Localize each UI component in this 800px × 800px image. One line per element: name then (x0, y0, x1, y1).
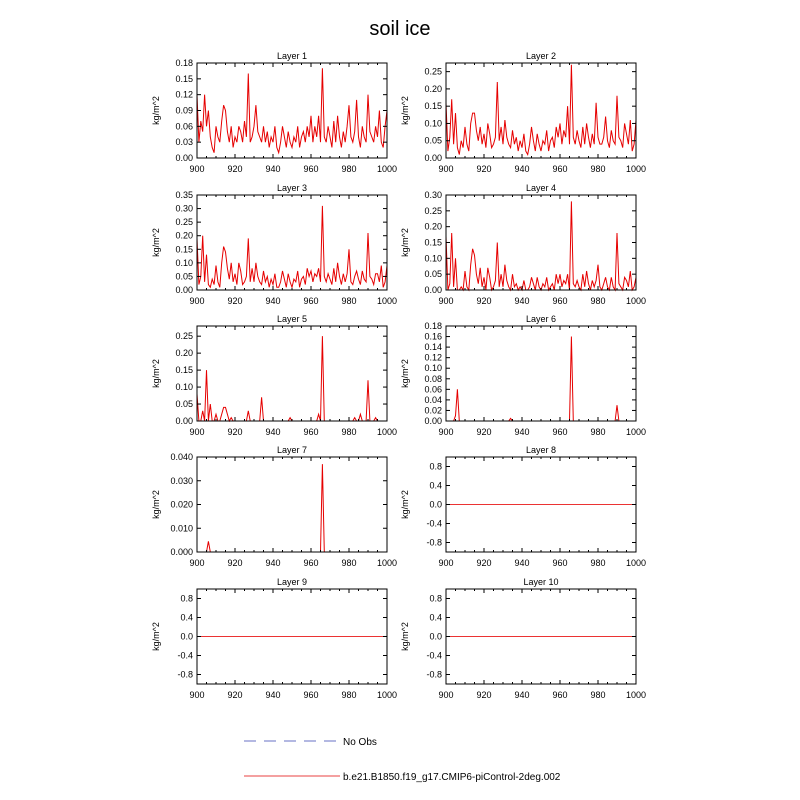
y-tick-label: -0.4 (426, 518, 442, 529)
y-tick-label: 0.030 (170, 475, 193, 486)
legend (244, 737, 561, 783)
x-tick-label: 980 (341, 164, 357, 174)
x-tick-label: 960 (552, 690, 568, 700)
y-tick-label: 0.00 (424, 153, 442, 163)
legend-model-label: b.e21.B1850.f19_g17.CMIP6-piControl-2deg.002 (343, 772, 561, 783)
x-tick-label: 960 (303, 558, 319, 568)
y-tick-label: 0.30 (424, 190, 442, 200)
x-tick-label: 980 (590, 427, 606, 437)
x-tick-label: 900 (438, 296, 454, 306)
x-tick-label: 940 (514, 690, 530, 700)
y-tick-label: 0.15 (424, 101, 442, 112)
y-tick-label: 0.05 (175, 271, 193, 282)
panel-title: Layer 6 (525, 314, 557, 324)
panel-layer-2 (400, 51, 646, 174)
series-line (197, 336, 387, 421)
y-tick-label: 0.15 (424, 237, 442, 248)
panel-title: Layer 9 (276, 577, 308, 587)
series-line (197, 68, 387, 152)
plot-frame (197, 457, 387, 552)
y-tick-label: 0.0 (429, 631, 442, 642)
y-tick-label: 0.08 (424, 373, 442, 384)
x-tick-label: 960 (303, 296, 319, 306)
x-tick-label: 980 (341, 427, 357, 437)
x-tick-label: 900 (438, 427, 454, 437)
series-line (446, 337, 636, 421)
panel-title: Layer 1 (276, 51, 308, 61)
y-axis-label: kg/m^2 (151, 228, 161, 257)
x-tick-label: 900 (438, 558, 454, 568)
x-tick-label: 980 (590, 690, 606, 700)
y-tick-label: 0.020 (170, 499, 193, 510)
y-tick-label: 0.12 (424, 352, 442, 363)
x-tick-label: 960 (552, 164, 568, 174)
x-tick-label: 960 (552, 427, 568, 437)
series-line (446, 201, 636, 290)
y-tick-label: -0.8 (177, 669, 193, 680)
panel-layer-6 (400, 314, 646, 437)
panel-title: Layer 4 (525, 183, 557, 193)
plot-frame (446, 326, 636, 421)
panel-title: Layer 5 (276, 314, 308, 324)
y-tick-label: 0.040 (170, 452, 193, 462)
y-tick-label: -0.4 (426, 650, 442, 661)
x-tick-label: 920 (476, 164, 492, 174)
panel-layer-10 (400, 577, 646, 700)
y-tick-label: 0.25 (175, 331, 193, 342)
panel-layer-4 (400, 183, 646, 306)
y-tick-label: 0.05 (424, 135, 442, 146)
x-tick-label: 920 (476, 296, 492, 306)
y-tick-label: 0.10 (175, 257, 193, 268)
y-tick-label: 0.0 (429, 499, 442, 510)
x-tick-label: 900 (438, 164, 454, 174)
x-tick-label: 940 (265, 164, 281, 174)
y-tick-label: 0.8 (429, 461, 442, 472)
x-tick-label: 900 (189, 164, 205, 174)
series-line (446, 65, 636, 155)
y-tick-label: 0.18 (175, 58, 193, 68)
x-tick-label: 940 (514, 164, 530, 174)
x-tick-label: 960 (303, 690, 319, 700)
y-tick-label: 0.20 (175, 348, 193, 359)
x-tick-label: 960 (303, 427, 319, 437)
x-tick-label: 940 (514, 296, 530, 306)
y-tick-label: 0.0 (180, 631, 193, 642)
x-tick-label: 960 (552, 296, 568, 306)
x-tick-label: 980 (590, 558, 606, 568)
plot-frame (197, 326, 387, 421)
x-tick-label: 1000 (625, 690, 647, 700)
y-tick-label: 0.12 (175, 89, 193, 100)
x-tick-label: 920 (476, 558, 492, 568)
y-tick-label: 0.18 (424, 321, 442, 331)
x-tick-label: 1000 (376, 558, 398, 568)
panel-layer-3 (151, 183, 397, 306)
y-tick-label: 0.35 (175, 190, 193, 200)
panel-title: Layer 2 (525, 51, 557, 61)
x-tick-label: 1000 (625, 427, 647, 437)
y-axis-label: kg/m^2 (400, 490, 410, 519)
x-tick-label: 980 (590, 164, 606, 174)
panel-title: Layer 7 (276, 445, 308, 455)
panel-title: Layer 3 (276, 183, 308, 193)
x-tick-label: 980 (341, 558, 357, 568)
legend-obs-label: No Obs (343, 737, 377, 748)
x-tick-label: 940 (265, 558, 281, 568)
y-tick-label: 0.15 (175, 73, 193, 84)
x-tick-label: 920 (227, 296, 243, 306)
y-tick-label: 0.25 (424, 66, 442, 77)
y-tick-label: 0.15 (175, 244, 193, 255)
y-axis-label: kg/m^2 (151, 96, 161, 125)
y-tick-label: 0.4 (429, 612, 442, 623)
x-tick-label: 920 (476, 427, 492, 437)
x-tick-label: 1000 (376, 427, 398, 437)
y-tick-label: 0.05 (424, 269, 442, 280)
x-tick-label: 900 (189, 690, 205, 700)
y-tick-label: 0.25 (175, 217, 193, 228)
y-tick-label: 0.06 (175, 121, 193, 132)
plot-frame (446, 63, 636, 158)
y-tick-label: 0.10 (175, 382, 193, 393)
y-tick-label: 0.00 (424, 416, 442, 426)
x-tick-label: 980 (590, 296, 606, 306)
y-tick-label: 0.10 (424, 118, 442, 129)
x-tick-label: 1000 (625, 296, 647, 306)
panel-layer-1 (151, 51, 397, 174)
y-tick-label: 0.4 (180, 612, 193, 623)
x-tick-label: 980 (341, 296, 357, 306)
y-tick-label: -0.8 (426, 537, 442, 548)
y-axis-label: kg/m^2 (151, 490, 161, 519)
y-tick-label: 0.20 (424, 83, 442, 94)
y-tick-label: 0.10 (424, 253, 442, 264)
x-tick-label: 1000 (376, 690, 398, 700)
y-tick-label: 0.00 (175, 285, 193, 295)
x-tick-label: 960 (303, 164, 319, 174)
x-tick-label: 1000 (376, 164, 398, 174)
x-tick-label: 900 (189, 427, 205, 437)
panel-layer-7 (151, 445, 397, 568)
y-tick-label: 0.09 (175, 105, 193, 116)
x-tick-label: 900 (189, 296, 205, 306)
x-tick-label: 940 (265, 690, 281, 700)
x-tick-label: 900 (438, 690, 454, 700)
y-tick-label: 0.16 (424, 331, 442, 342)
y-tick-label: 0.25 (424, 205, 442, 216)
panel-grid (151, 51, 646, 700)
x-tick-label: 940 (265, 296, 281, 306)
x-tick-label: 940 (265, 427, 281, 437)
x-tick-label: 920 (476, 690, 492, 700)
y-tick-label: 0.30 (175, 203, 193, 214)
plot-frame (197, 195, 387, 290)
y-tick-label: 0.8 (180, 593, 193, 604)
y-axis-label: kg/m^2 (400, 622, 410, 651)
y-tick-label: 0.00 (175, 153, 193, 163)
y-tick-label: 0.03 (175, 137, 193, 148)
panel-title: Layer 8 (525, 445, 557, 455)
y-tick-label: 0.15 (175, 365, 193, 376)
y-axis-label: kg/m^2 (400, 96, 410, 125)
panel-layer-5 (151, 314, 397, 437)
y-tick-label: 0.14 (424, 342, 442, 353)
y-tick-label: 0.20 (175, 230, 193, 241)
y-tick-label: -0.8 (426, 669, 442, 680)
y-tick-label: -0.4 (177, 650, 193, 661)
series-line (197, 206, 387, 287)
y-tick-label: 0.05 (175, 399, 193, 410)
y-axis-label: kg/m^2 (151, 359, 161, 388)
y-tick-label: 0.10 (424, 363, 442, 374)
x-tick-label: 960 (552, 558, 568, 568)
y-tick-label: 0.010 (170, 523, 193, 534)
y-axis-label: kg/m^2 (151, 622, 161, 651)
figure-title: soil ice (369, 18, 431, 40)
x-tick-label: 920 (227, 690, 243, 700)
y-tick-label: 0.06 (424, 384, 442, 395)
x-tick-label: 980 (341, 690, 357, 700)
y-tick-label: 0.20 (424, 221, 442, 232)
y-tick-label: 0.4 (429, 480, 442, 491)
y-tick-label: 0.8 (429, 593, 442, 604)
x-tick-label: 940 (514, 427, 530, 437)
x-tick-label: 920 (227, 558, 243, 568)
y-axis-label: kg/m^2 (400, 228, 410, 257)
y-tick-label: 0.000 (170, 547, 193, 557)
x-tick-label: 940 (514, 558, 530, 568)
x-tick-label: 920 (227, 427, 243, 437)
x-tick-label: 1000 (625, 164, 647, 174)
panel-layer-9 (151, 577, 397, 700)
panel-layer-8 (400, 445, 646, 568)
x-tick-label: 900 (189, 558, 205, 568)
series-line (197, 464, 387, 552)
y-tick-label: 0.00 (175, 416, 193, 426)
y-tick-label: 0.02 (424, 405, 442, 416)
panel-title: Layer 10 (523, 577, 559, 587)
plot-frame (446, 195, 636, 290)
x-tick-label: 1000 (625, 558, 647, 568)
x-tick-label: 1000 (376, 296, 398, 306)
y-tick-label: 0.00 (424, 285, 442, 295)
y-axis-label: kg/m^2 (400, 359, 410, 388)
y-tick-label: 0.04 (424, 394, 442, 405)
x-tick-label: 920 (227, 164, 243, 174)
